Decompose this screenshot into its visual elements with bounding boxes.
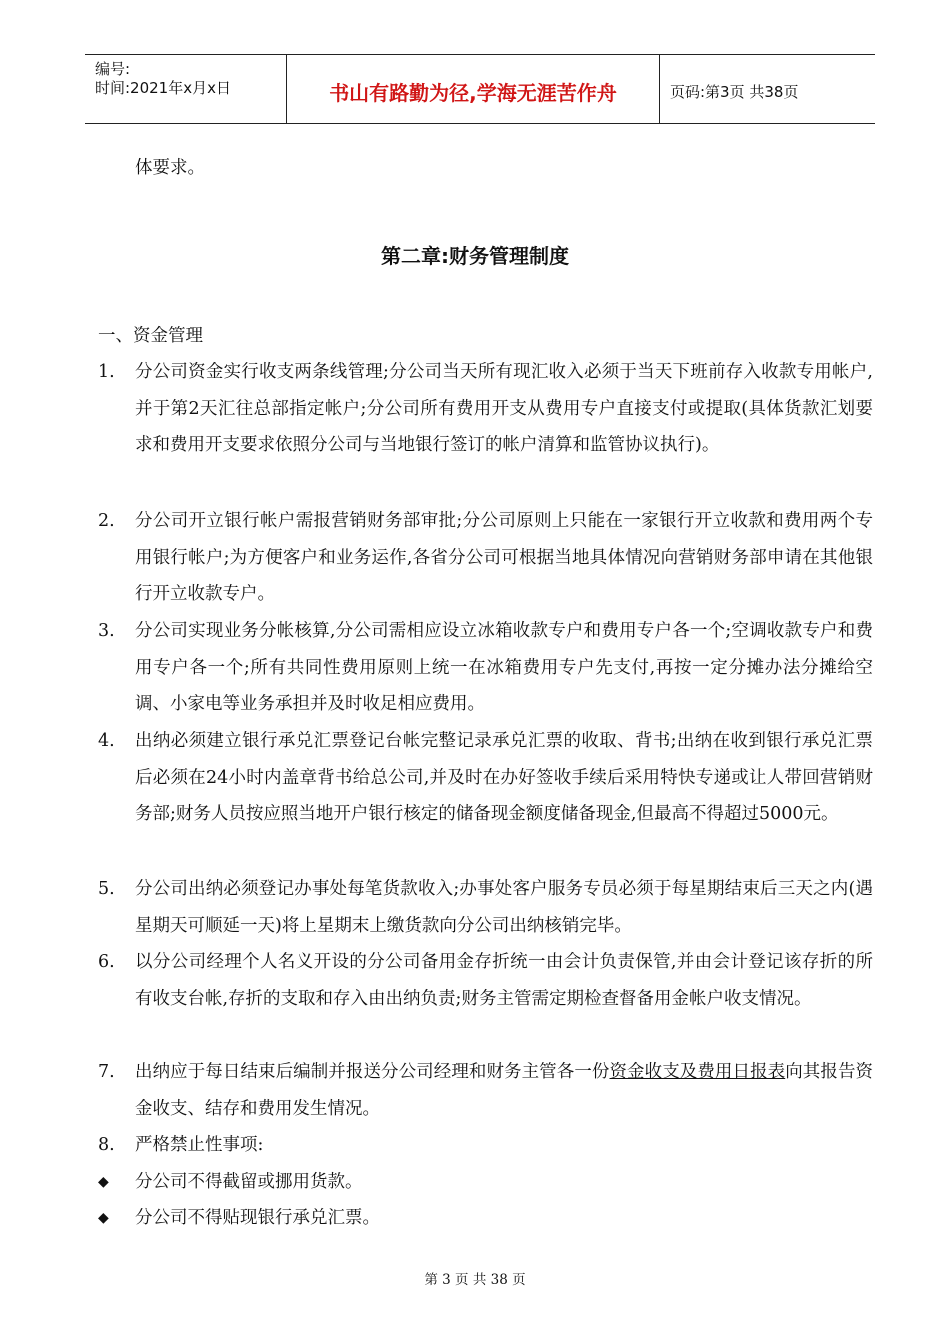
list-item-number: 1.	[98, 362, 115, 382]
list-item-number: 3.	[98, 621, 115, 641]
document-header	[85, 54, 875, 124]
diamond-bullet-icon: ◆	[98, 1174, 109, 1190]
document-number-label: 编号:	[95, 60, 131, 78]
diamond-bullet-icon: ◆	[98, 1210, 109, 1226]
header-page-label: 页码:第3页 共38页	[670, 83, 799, 101]
list-item-text: 严格禁止性事项:	[135, 1135, 264, 1155]
list-item-text-before: 出纳应于每日结束后编制并报送分公司经理和财务主管各一份	[135, 1062, 610, 1082]
document-time-label: 时间:2021年x月x日	[95, 79, 231, 97]
bullet-item-text: 分公司不得贴现银行承兑汇票。	[135, 1208, 380, 1228]
daily-report-link[interactable]: 资金收支及费用日报表	[609, 1062, 786, 1082]
list-item-text: 分公司资金实行收支两条线管理;分公司当天所有现汇收入必须于当天下班前存入收款专用帐户,并于第2天汇往总部指定帐户;分公司所有费用开支从费用专户直接支付或提取(具体货款汇划要求和费用开支要求依照分公司与当地银行签订的帐户清算和监管协议执行)。	[135, 362, 873, 455]
list-item-number: 4.	[98, 731, 115, 751]
bullet-item-text: 分公司不得截留或挪用货款。	[135, 1172, 363, 1192]
header-center-cell	[287, 55, 660, 123]
section-title: 一、资金管理	[98, 326, 203, 346]
list-item-text: 分公司开立银行帐户需报营销财务部审批;分公司原则上只能在一家银行开立收款和费用两个专用银行帐户;为方便客户和业务运作,各省分公司可根据当地具体情况向营销财务部申请在其他银行开立收款专户。	[135, 511, 873, 604]
list-item-text	[135, 1054, 873, 1127]
list-item-text: 分公司实现业务分帐核算,分公司需相应设立冰箱收款专户和费用专户各一个;空调收款专户和费用专户各一个;所有共同性费用原则上统一在冰箱费用专户先支付,再按一定分摊办法分摊给空调、小家电等业务承担并及时收足相应费用。	[135, 621, 873, 714]
list-item-text: 出纳必须建立银行承兑汇票登记台帐完整记录承兑汇票的收取、背书;出纳在收到银行承兑汇票后必须在24小时内盖章背书给总公司,并及时在办好签收手续后采用特快专递或让人带回营销财务部;财务人员按应照当地开户银行核定的储备现金额度储备现金,但最高不得超过5000元。	[135, 731, 873, 824]
continuation-text: 体要求。	[135, 158, 205, 178]
list-item-text: 以分公司经理个人名义开设的分公司备用金存折统一由会计负责保管,并由会计登记该存折的所有收支台帐,存折的支取和存入由出纳负责;财务主管需定期检查督备用金帐户收支情况。	[135, 952, 873, 1009]
chapter-title: 第二章:财务管理制度	[381, 244, 569, 268]
list-item-number: 8.	[98, 1135, 115, 1155]
list-item-number: 7.	[98, 1062, 115, 1082]
header-left-cell	[85, 55, 287, 123]
header-motto: 书山有路勤为径,学海无涯苦作舟	[329, 81, 617, 105]
list-item-number: 6.	[98, 952, 115, 972]
list-item-text: 分公司出纳必须登记办事处每笔货款收入;办事处客户服务专员必须于每星期结束后三天之内(遇星期天可顺延一天)将上星期末上缴货款向分公司出纳核销完毕。	[135, 879, 873, 936]
header-right-cell	[660, 55, 875, 123]
list-item-number: 2.	[98, 511, 115, 531]
list-item-text-after: 向其报告资金收支、结存和费用发生情况。	[135, 1062, 874, 1119]
list-item-number: 5.	[98, 879, 115, 899]
page-footer: 第 3 页 共 38 页	[424, 1272, 526, 1288]
